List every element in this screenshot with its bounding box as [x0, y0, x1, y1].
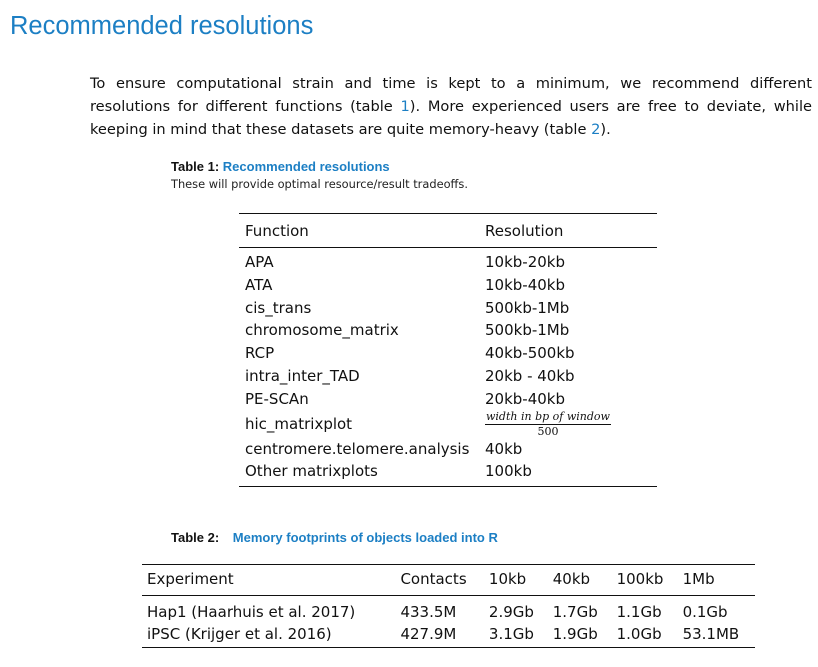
- resolution-cell: 500kb-1Mb: [485, 321, 570, 340]
- table-1-caption-subtitle: These will provide optimal resource/result tradeoffs.: [171, 177, 468, 191]
- table-2-caption-title: Memory footprints of objects loaded into R: [232, 530, 498, 545]
- table-row: [239, 319, 657, 342]
- fraction-denominator: 500: [537, 424, 559, 438]
- function-cell: chromosome_matrix: [245, 321, 399, 340]
- size-cell: 1.9Gb: [552, 625, 598, 643]
- table-2-header-10kb: 10kb: [488, 570, 527, 588]
- table-row: [239, 297, 657, 320]
- function-cell: APA: [245, 253, 274, 271]
- table-2-header-40kb: 40kb: [552, 570, 591, 588]
- table-2-ref-link[interactable]: 2: [591, 121, 601, 138]
- function-cell: RCP: [245, 344, 275, 363]
- size-cell: 1.0Gb: [616, 625, 662, 643]
- function-cell: ATA: [245, 275, 273, 294]
- function-cell: hic_matrixplot: [245, 414, 353, 433]
- function-cell: PE-SCAn: [245, 389, 309, 408]
- table-row: [239, 438, 657, 461]
- table-2-header-experiment: Experiment: [147, 570, 234, 588]
- intro-paragraph: [90, 72, 812, 141]
- paragraph-text-1: To ensure computational strain and time is kept to a minimum, we recommend different resolutions for different functions (table: [90, 75, 812, 115]
- table-row: [239, 411, 657, 438]
- table-row: [239, 342, 657, 365]
- size-cell: 0.1Gb: [682, 603, 728, 621]
- experiment-cell: Hap1 (Haarhuis et al. 2017): [147, 603, 356, 621]
- table-1-recommended-resolutions: [239, 213, 657, 487]
- table-2-header-row: [142, 565, 755, 596]
- size-cell: 3.1Gb: [488, 625, 534, 643]
- size-cell: 53.1MB: [682, 625, 740, 643]
- table-row: [239, 365, 657, 388]
- function-cell: intra_inter_TAD: [245, 366, 360, 385]
- resolution-cell: 10kb-20kb: [485, 253, 566, 271]
- function-cell: cis_trans: [245, 298, 312, 317]
- table-row: [239, 460, 657, 486]
- size-cell: 1.1Gb: [616, 603, 662, 621]
- table-row: [142, 596, 755, 624]
- function-cell: centromere.telomere.analysis: [245, 439, 470, 458]
- table-row: [142, 623, 755, 648]
- resolution-cell: 100kb: [485, 462, 532, 481]
- table-row: [239, 248, 657, 274]
- resolution-cell: 20kb-40kb: [485, 389, 566, 408]
- table-2-caption-label: Table 2:: [171, 530, 220, 545]
- function-cell: Other matrixplots: [245, 462, 378, 481]
- resolution-cell: 500kb-1Mb: [485, 298, 570, 317]
- table-row: [239, 274, 657, 297]
- resolution-fraction: [485, 411, 611, 438]
- contacts-cell: 427.9M: [400, 625, 457, 643]
- size-cell: 2.9Gb: [488, 603, 534, 621]
- table-1-header-row: [239, 214, 657, 248]
- table-2-header-1mb: 1Mb: [682, 570, 715, 588]
- table-1-caption: [171, 159, 390, 174]
- section-heading: Recommended resolutions: [10, 12, 314, 40]
- table-2-memory-footprints: [142, 564, 755, 648]
- resolution-cell: 20kb - 40kb: [485, 366, 575, 385]
- resolution-cell: 40kb-500kb: [485, 344, 575, 363]
- paragraph-text-2: ). More experienced users are free to deviate, while keeping in mind that these datasets are quite memory-heavy (table: [90, 98, 812, 138]
- table-2-header-100kb: 100kb: [616, 570, 664, 588]
- fraction-numerator: width in bp of window: [486, 409, 610, 423]
- table-2-caption: [171, 530, 498, 545]
- experiment-cell: iPSC (Krijger et al. 2016): [147, 625, 332, 643]
- resolution-cell: [479, 411, 657, 438]
- table-1-caption-label: Table 1:: [171, 159, 220, 174]
- table-1-ref-link[interactable]: 1: [400, 98, 410, 115]
- resolution-cell: 40kb: [485, 439, 523, 458]
- size-cell: 1.7Gb: [552, 603, 598, 621]
- contacts-cell: 433.5M: [400, 603, 457, 621]
- table-row: [239, 388, 657, 411]
- table-2-header-contacts: Contacts: [400, 570, 467, 588]
- resolution-cell: 10kb-40kb: [485, 275, 566, 294]
- table-1-caption-title: Recommended resolutions: [222, 159, 390, 174]
- table-1-header-resolution: Resolution: [485, 222, 564, 240]
- paragraph-text-3: ).: [600, 121, 611, 138]
- table-1-header-function: Function: [245, 222, 309, 240]
